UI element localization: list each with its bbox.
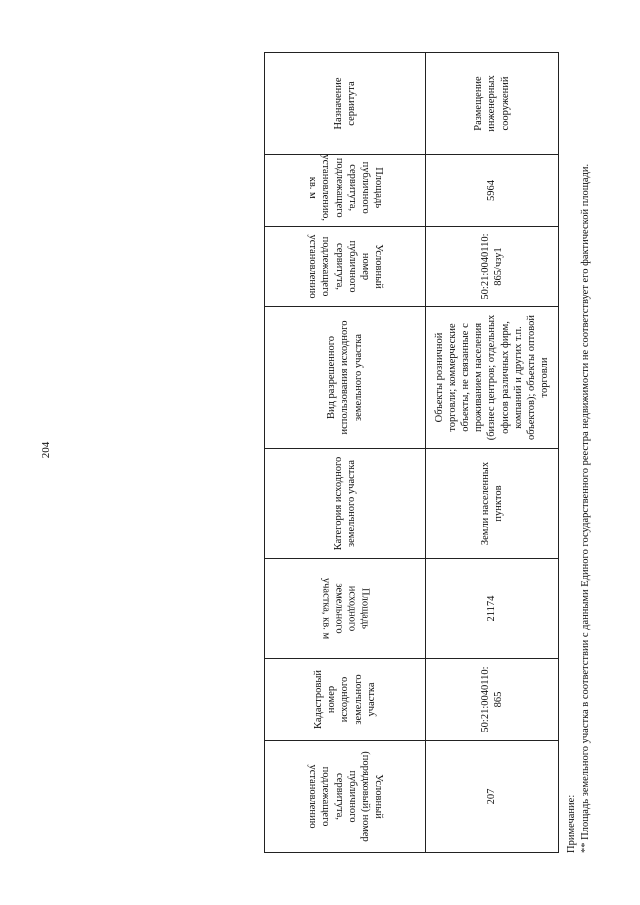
cell-cadastral-number: 50:21:0040110:865	[426, 659, 559, 741]
cell-plot-area: 21174	[426, 559, 559, 659]
notes-block	[565, 53, 592, 853]
header-cell-servitude-number: Условный (порядковый) номер публичного сервитута, подлежащего установлению	[265, 741, 426, 853]
cell-servitude-number: 207	[426, 741, 559, 853]
header-cell-servitude-purpose: Назначение сервитута	[265, 53, 426, 155]
header-cell-permitted-use: Вид разрешенного использования исходного земельного участка	[265, 307, 426, 449]
table-row	[426, 53, 559, 853]
cell-servitude-area: 5964	[426, 155, 559, 227]
cell-permitted-use: Объекты розничной торговли; коммерческие объекты, не связанные с проживанием населения (бизнес центров; отдельных офисов различных фирм, компаний и других т.п. объектов); объекты оптовой торговли	[426, 307, 559, 449]
notes-heading: Примечание:	[566, 794, 577, 853]
table-header-row	[265, 53, 426, 853]
cell-plot-category: Земли населенных пунктов	[426, 449, 559, 559]
easement-table	[264, 52, 559, 853]
header-cell-plot-category: Категория исходного земельного участка	[265, 449, 426, 559]
document-sheet	[264, 53, 596, 853]
page-number: 204	[40, 441, 52, 459]
notes-text: ** Площадь земельного участка в соответствии с данными Единого государственного реестра недвижимости не соответствует его фактической площади.	[579, 163, 591, 853]
header-cell-servitude-conditional-number: Условный номер публичного сервитута, подлежащего установлению	[265, 227, 426, 307]
cell-servitude-purpose: Размещение инженерных сооружений	[426, 53, 559, 155]
header-cell-servitude-area: Площадь публичного сервитута, подлежащего установлению, кв. м	[265, 155, 426, 227]
header-cell-cadastral-number: Кадастровый номер исходного земельного участка	[265, 659, 426, 741]
header-cell-plot-area: Площадь исходного земельного участка, кв. м	[265, 559, 426, 659]
cell-servitude-conditional-number: 50:21:0040110:865/чзу1	[426, 227, 559, 307]
